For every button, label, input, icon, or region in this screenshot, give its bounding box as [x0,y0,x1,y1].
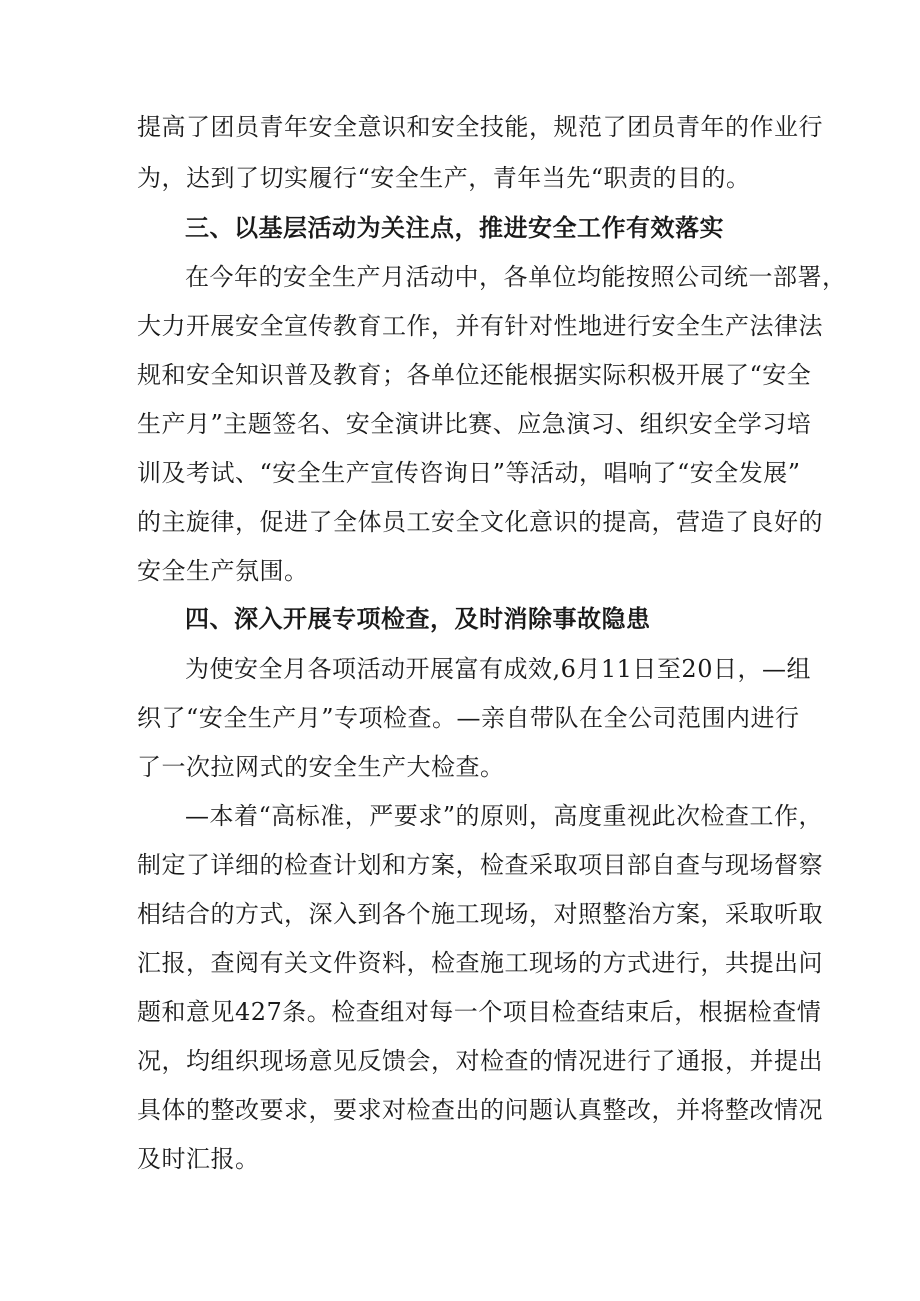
paragraph-line: 提高了团员青年安全意识和安全技能，规范了团员青年的作业行 [137,113,823,141]
paragraph-line: 具体的整改要求，要求对检查出的问题认真整改，并将整改情况 [137,1096,823,1124]
paragraph-line: 了一次拉网式的安全生产大检查。 [137,753,505,781]
section-heading: 四、深入开展专项检查，及时消除事故隐患 [185,604,651,633]
paragraph-line: 制定了详细的检查计划和方案，检查采取项目部自查与现场督察 [137,851,823,879]
paragraph-line: 规和安全知识普及教育；各单位还能根据实际积极开展了“安全 [137,361,812,389]
paragraph-line: 相结合的方式，深入到各个施工现场，对照整治方案，采取听取 [137,900,823,928]
paragraph-line: 汇报，查阅有关文件资料，检查施工现场的方式进行，共提出问 [137,949,823,977]
paragraph-line: 为使安全月各项活动开展富有成效,6月11日至20日，—组 [185,655,811,683]
paragraph-line: 生产月”主题签名、安全演讲比赛、应急演习、组织安全学习培 [137,410,812,438]
paragraph-line: 训及考试、“安全生产宣传咨询日”等活动，唱响了“安全发展” [137,459,801,487]
paragraph-line: 的主旋律，促进了全体员工安全文化意识的提高，营造了良好的 [137,508,823,536]
paragraph-line: 在今年的安全生产月活动中，各单位均能按照公司统一部署， [185,263,847,291]
paragraph-line: 织了“安全生产月”专项检查。—亲自带队在全公司范围内进行 [137,704,800,732]
paragraph-line: —本着“高标准，严要求”的原则，高度重视此次检查工作， [185,802,824,830]
section-heading: 三、以基层活动为关注点，推进安全工作有效落实 [185,213,724,242]
paragraph-line: 及时汇报。 [137,1145,260,1173]
paragraph-line: 为，达到了切实履行“安全生产，青年当先“职责的目的。 [137,164,751,192]
paragraph-line: 题和意见427条。检查组对每一个项目检查结束后，根据检查情 [137,998,822,1026]
paragraph-line: 大力开展安全宣传教育工作，并有针对性地进行安全生产法律法 [137,312,823,340]
paragraph-line: 安全生产氛围。 [137,557,309,585]
paragraph-line: 况，均组织现场意见反馈会，对检查的情况进行了通报，并提出 [137,1047,823,1075]
